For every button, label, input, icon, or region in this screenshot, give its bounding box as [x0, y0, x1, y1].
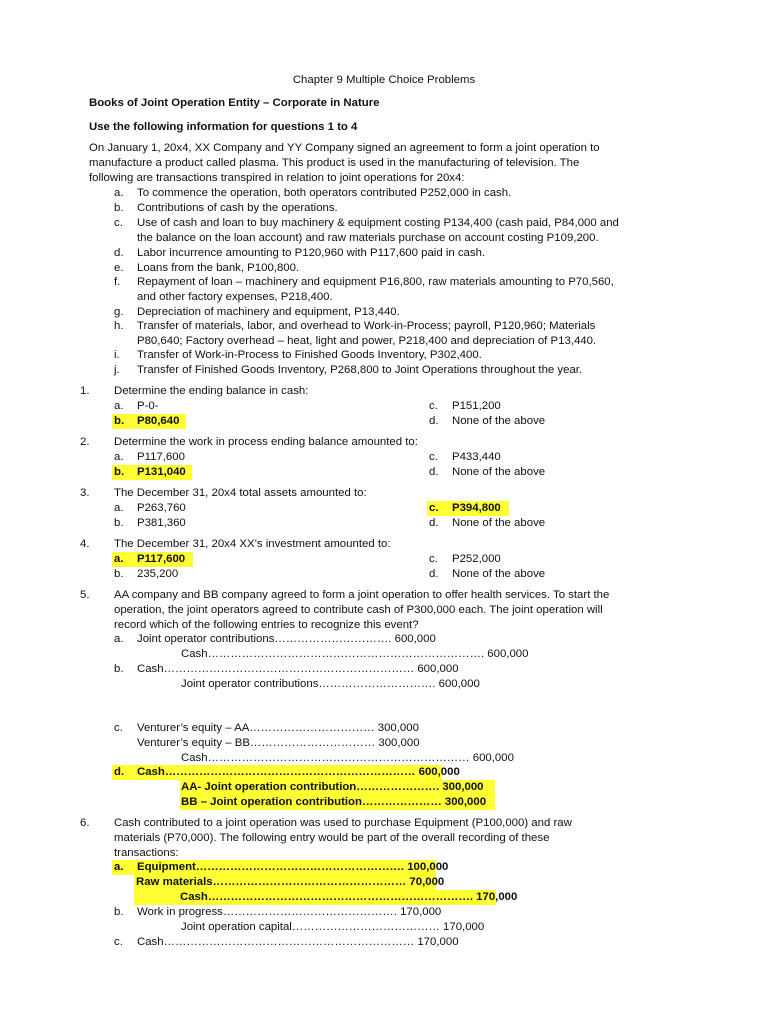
choice-letter: a. [114, 400, 124, 412]
choice-text: None of the above [452, 415, 546, 427]
choice-letter: c. [429, 400, 438, 412]
question-text: Cash contributed to a joint operation was used to purchase Equipment (P100,000) and raw [114, 817, 572, 829]
choice-text: None of the above [452, 568, 546, 580]
choice-text: P263,760 [137, 502, 186, 514]
journal-line: Cash………………………………………………………………. 600,000 [181, 648, 529, 660]
transaction-text: Loans from the bank, P100,800. [137, 262, 300, 274]
question-number: 3. [80, 487, 90, 499]
choice-letter: a. [114, 861, 124, 873]
choice-letter: d. [429, 568, 439, 580]
question-text: The December 31, 20x4 XX’s investment amounted to: [114, 538, 391, 550]
choice-text: P151,200 [452, 400, 501, 412]
choice-text: None of the above [452, 517, 546, 529]
journal-line: Joint operator contributions…………………………. 600,000 [181, 678, 480, 690]
question-text: transactions: [114, 847, 179, 859]
question-text: The December 31, 20x4 total assets amounted to: [114, 487, 367, 499]
intro-line: manufacture a product called plasma. This product is used in the manufacturing of television. The [89, 157, 580, 169]
choice-letter: d. [429, 517, 439, 529]
section-heading: Books of Joint Operation Entity – Corporate in Nature [89, 97, 380, 109]
choice-text: 235,200 [137, 568, 179, 580]
transaction-text: Repayment of loan – machinery and equipment P16,800, raw materials amounting to P70,560, [137, 276, 614, 288]
journal-line: Cash………………………………………………………… 170,000 [137, 936, 459, 948]
transaction-letter: j. [114, 364, 120, 376]
transaction-letter: e. [114, 262, 124, 274]
transaction-letter: d. [114, 247, 124, 259]
choice-letter: c. [429, 553, 438, 565]
transaction-letter: b. [114, 202, 124, 214]
choice-letter: d. [114, 766, 125, 778]
correct-choice-highlight [112, 465, 192, 480]
choice-letter: a. [114, 633, 124, 645]
question-text: materials (P70,000). The following entry would be part of the overall recording of these [114, 832, 550, 844]
question-text: Determine the work in process ending balance amounted to: [114, 436, 418, 448]
choice-text: P117,600 [137, 553, 186, 565]
intro-line: On January 1, 20x4, XX Company and YY Company signed an agreement to form a joint operation to [89, 142, 600, 154]
transaction-letter: f. [114, 276, 121, 288]
transaction-letter: a. [114, 187, 124, 199]
correct-choice-highlight [112, 552, 193, 567]
choice-text: P381,360 [137, 517, 186, 529]
choice-text: P-0- [137, 400, 159, 412]
choice-letter: a. [114, 502, 124, 514]
transaction-letter: i. [114, 349, 120, 361]
correct-choice-highlight [112, 414, 186, 429]
correct-choice-highlight [112, 765, 460, 780]
choice-text: P252,000 [452, 553, 501, 565]
choice-text: None of the above [452, 466, 546, 478]
journal-line: Venturer’s equity – AA…………………………… 300,000 [137, 722, 419, 734]
transaction-text: and other factory expenses, P218,400. [137, 291, 333, 303]
transaction-text: P80,640; Factory overhead – heat, light and power, P218,400 and depreciation of P13,440. [137, 335, 597, 347]
intro-line: following are transactions transpired in relation to joint operations for 20x4: [89, 172, 465, 184]
question-number: 1. [80, 385, 90, 397]
journal-line: Venturer’s equity – BB…………………………… 300,000 [137, 737, 420, 749]
choice-letter: d. [429, 466, 439, 478]
journal-line: Cash……………………………………………………………. 170,000 [134, 890, 496, 905]
journal-line: Cash…………………………………………………………… 600,000 [181, 752, 514, 764]
choice-letter: b. [114, 415, 125, 427]
journal-line: Joint operator contributions…………………………. 600,000 [137, 633, 436, 645]
question-number: 6. [80, 817, 90, 829]
instructions-heading: Use the following information for questions 1 to 4 [89, 121, 358, 133]
choice-letter: b. [114, 906, 124, 918]
journal-line: Work in progress………………………………………. 170,000 [137, 906, 442, 918]
correct-choice-highlight [427, 501, 509, 516]
choice-text: P80,640 [137, 415, 180, 427]
choice-text: P433,440 [452, 451, 501, 463]
journal-line: AA- Joint operation contribution…………………. 300,000 [180, 780, 495, 795]
journal-line: BB – Joint operation contribution………………… 300,000 [180, 795, 495, 810]
choice-letter: c. [114, 722, 123, 734]
transaction-text: Transfer of materials, labor, and overhead to Work-in-Process; payroll, P120,960; Materials [137, 320, 596, 332]
transaction-letter: g. [114, 306, 124, 318]
journal-line: Cash………………………………………………………… 600,000 [137, 766, 460, 778]
choice-letter: b. [114, 663, 124, 675]
transaction-text: Contributions of cash by the operations. [137, 202, 338, 214]
choice-letter: d. [429, 415, 439, 427]
transaction-text: Labor incurrence amounting to P120,960 with P117,600 paid in cash. [137, 247, 486, 259]
choice-text: P131,040 [137, 466, 186, 478]
page-title: Chapter 9 Multiple Choice Problems [292, 74, 476, 86]
transaction-text: Transfer of Work-in-Process to Finished Goods Inventory, P302,400. [137, 349, 482, 361]
journal-line: Raw materials…………………………………………… 70,000 [136, 876, 445, 888]
correct-choice-highlight [112, 860, 449, 875]
question-number: 5. [80, 589, 90, 601]
choice-letter: c. [429, 502, 439, 514]
choice-letter: c. [429, 451, 438, 463]
transaction-text: To commence the operation, both operators contributed P252,000 in cash. [137, 187, 512, 199]
journal-line: Joint operation capital………………………………… 170,000 [181, 921, 485, 933]
journal-line: Equipment………………………………………………. 100,000 [137, 861, 449, 873]
transaction-text: Use of cash and loan to buy machinery & equipment costing P134,400 (cash paid, P84,000 and [137, 217, 619, 229]
transaction-text: the balance on the loan account) and raw materials purchase on account costing P109,200. [137, 232, 599, 244]
question-text: Determine the ending balance in cash: [114, 385, 309, 397]
transaction-letter: h. [114, 320, 124, 332]
journal-line: Cash………………………………………………………… 600,000 [137, 663, 459, 675]
transaction-text: Transfer of Finished Goods Inventory, P268,800 to Joint Operations throughout the year. [137, 364, 583, 376]
question-text: operation, the joint operators agreed to contribute cash of P300,000 each. The joint operation will [114, 604, 603, 616]
question-number: 4. [80, 538, 90, 550]
choice-text: P394,800 [452, 502, 501, 514]
choice-text: P117,600 [137, 451, 185, 463]
choice-letter: b. [114, 517, 124, 529]
question-number: 2. [80, 436, 90, 448]
choice-letter: b. [114, 466, 125, 478]
choice-letter: c. [114, 936, 123, 948]
transaction-letter: c. [114, 217, 123, 229]
transaction-text: Depreciation of machinery and equipment, P13,440. [137, 306, 400, 318]
choice-letter: a. [114, 553, 124, 565]
question-text: AA company and BB company agreed to form a joint operation to offer health services. To start the [114, 589, 610, 601]
choice-letter: a. [114, 451, 124, 463]
question-text: record which of the following entries to recognize this event? [114, 619, 419, 631]
choice-letter: b. [114, 568, 124, 580]
